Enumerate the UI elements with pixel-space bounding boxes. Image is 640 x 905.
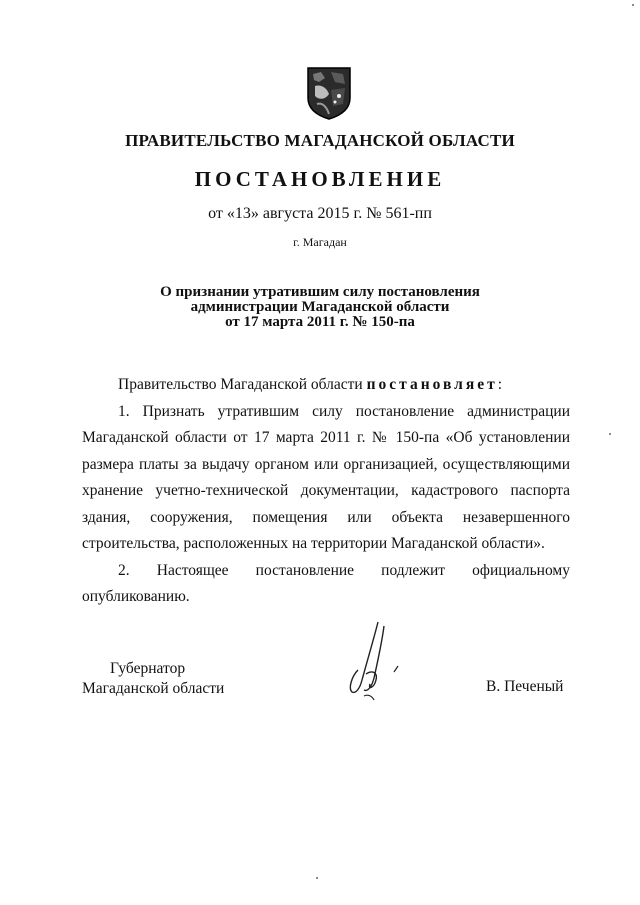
coat-of-arms-icon	[305, 66, 353, 120]
document-type: ПОСТАНОВЛЕНИЕ	[194, 167, 446, 191]
scan-speck	[632, 4, 634, 6]
decree-word: постановляет	[366, 376, 498, 393]
paragraph-2: 2. Настоящее постановление подлежит официальному опубликованию.	[82, 561, 570, 605]
government-title: ПРАВИТЕЛЬСТВО МАГАДАНСКОЙ ОБЛАСТИ	[125, 131, 515, 150]
position-line-2: Магаданской области	[82, 680, 225, 697]
subject-line-3: от 17 марта 2011 г. № 150-па	[225, 314, 415, 330]
scan-speck	[316, 877, 318, 879]
handwritten-signature-icon	[338, 618, 408, 708]
intro-paragraph	[82, 372, 570, 399]
signatory-position	[82, 659, 224, 699]
document-subject	[0, 285, 640, 330]
position-line-1: Губернатор	[110, 660, 186, 677]
signatory-name: В. Печеный	[486, 678, 564, 695]
subject-line-2: администрации Магаданской области	[190, 299, 450, 315]
paragraph-1: 1. Признать утратившим силу постановление администрации Магаданской области от 17 марта 2011 г. № 150-па «Об установлении размера платы за выдачу органом или организацией, осуществляющими хранение учетно-технической документации, кадастрового паспорта здания, сооружения, помещения или объекта незавершенного строительства, расположенных на территории Магаданской области».	[82, 402, 570, 552]
document-body	[82, 372, 570, 611]
subject-line-1: О признании утратившим силу постановления	[160, 284, 480, 300]
scan-speck	[609, 433, 611, 435]
document-city: г. Магадан	[293, 235, 347, 249]
document-date-number: от «13» августа 2015 г. № 561-пп	[208, 205, 432, 222]
intro-colon: :	[497, 376, 503, 393]
intro-text: Правительство Магаданской области	[118, 376, 363, 393]
